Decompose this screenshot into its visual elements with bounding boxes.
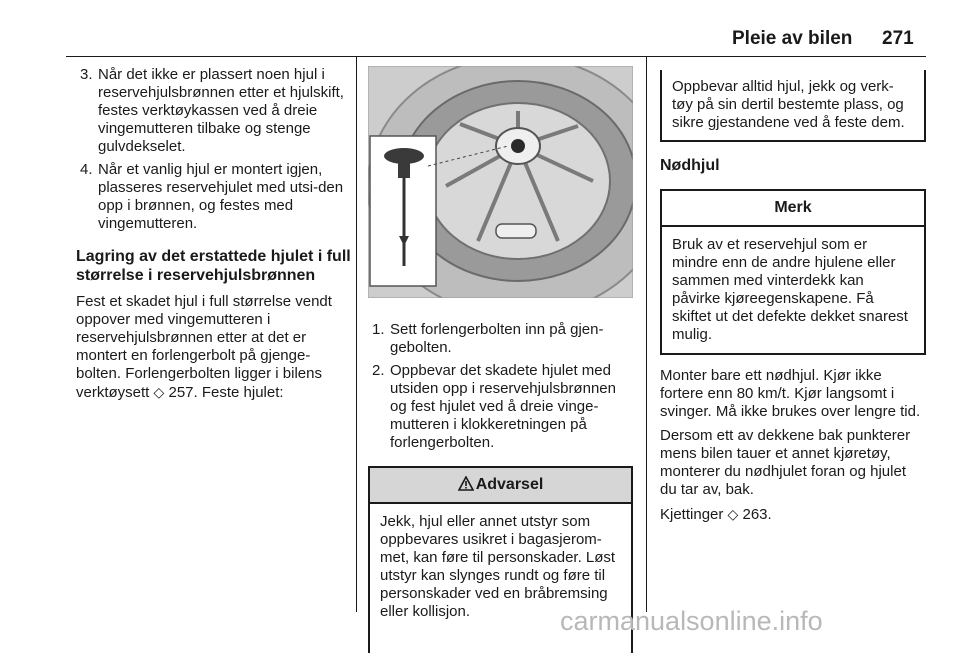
paragraph-text: Fest et skadet hjul i full størrelse vendt oppover med vingemutteren i reservehjulsbrønnen etter at det er montert en forlengerbolt på gjenge-bolten. Forlengerbolten ligger i bilens verktøysett [76,293,332,401]
page-header-title: Pleie av bilen [732,28,853,49]
list-item-text: Når et vanlig hjul er montert igjen, plasseres reservehjulet med utsi-den opp i brønnen, og festes med vingemutteren. [98,161,344,232]
spare-wheel-illustration-svg [368,66,633,298]
list-item [76,161,352,233]
reference-arrow-icon: ◇ [153,384,165,400]
list-item [76,66,352,156]
section-heading: Lagring av det erstattede hjulet i full størrelse i reservehjulsbrønnen [76,248,351,284]
note-box-header: Merk [662,191,924,227]
list-item-number: 1. [372,321,385,338]
note-box [660,189,926,355]
column-divider [646,57,647,612]
body-paragraph [660,505,926,524]
list-item-text: Når det ikke er plassert noen hjul i reservehjulsbrønnen etter et hjulskift, festes verktøykassen ved å dreie vingemutteren tilbake og stenge gulvdekselet. [98,66,344,155]
column-3 [660,66,926,530]
list-item-text: Sett forlengerbolten inn på gjen-gebolten. [390,321,604,356]
body-paragraph: Dersom ett av dekkene bak punkterer mens bilen tauer et annet kjøretøy, monterer du nødhjulet foran og hjulet du tar av, bak. [660,427,911,498]
page-number: 271 [882,28,914,49]
continued-warning-box: Oppbevar alltid hjul, jekk og verk-tøy på sin dertil bestemte plass, og sikre gjestandene ved å feste dem. [660,70,926,142]
body-paragraph [76,293,352,402]
list-item-number: 3. [80,66,93,83]
warning-text: Jekk, hjul eller annet utstyr som oppbevares usikret i bagasjerom-met, kan føre til personskader. Løst utstyr kan slynges rundt og føre til personskader ved en bråbremsing eller kollisjon. [380,513,616,620]
page-reference-link[interactable]: 257. Feste hjulet: [168,384,284,401]
column-1 [76,66,352,408]
list-item-number: 4. [80,161,93,178]
header-rule [66,56,926,57]
note-text: Bruk av et reservehjul som er mindre enn de andre hjulene eller sammen med vinterdekk kan påvirke kjøreegenskapene. Få skiftet ut det defekte dekket snarest mulig. [672,236,908,343]
reference-arrow-icon: ◇ [727,506,739,522]
watermark: carmanualsonline.info [560,606,823,636]
column-2 [368,66,633,653]
warning-triangle-icon [458,476,474,491]
warning-title: Advarsel [475,476,544,493]
list-item-text: Oppbevar det skadete hjulet med utsiden opp i reservehjulsbrønnen og fest hjulet ved å dreie vinge-mutteren i klokkeretningen på forlengerbolten. [390,362,616,451]
column-divider [356,57,357,612]
warning-box-header [370,468,631,504]
spare-wheel-illustration [368,66,633,298]
section-heading: Nødhjul [660,157,720,174]
paragraph-text: Kjettinger [660,506,724,523]
list-item [368,321,633,357]
list-item-number: 2. [372,362,385,379]
list-item [368,362,633,452]
body-paragraph: Monter bare ett nødhjul. Kjør ikke fortere enn 80 km/t. Kjør langsomt i svinger. Må ikke brukes over lengre tid. [660,367,921,420]
page-reference-link[interactable]: 263. [742,506,772,523]
